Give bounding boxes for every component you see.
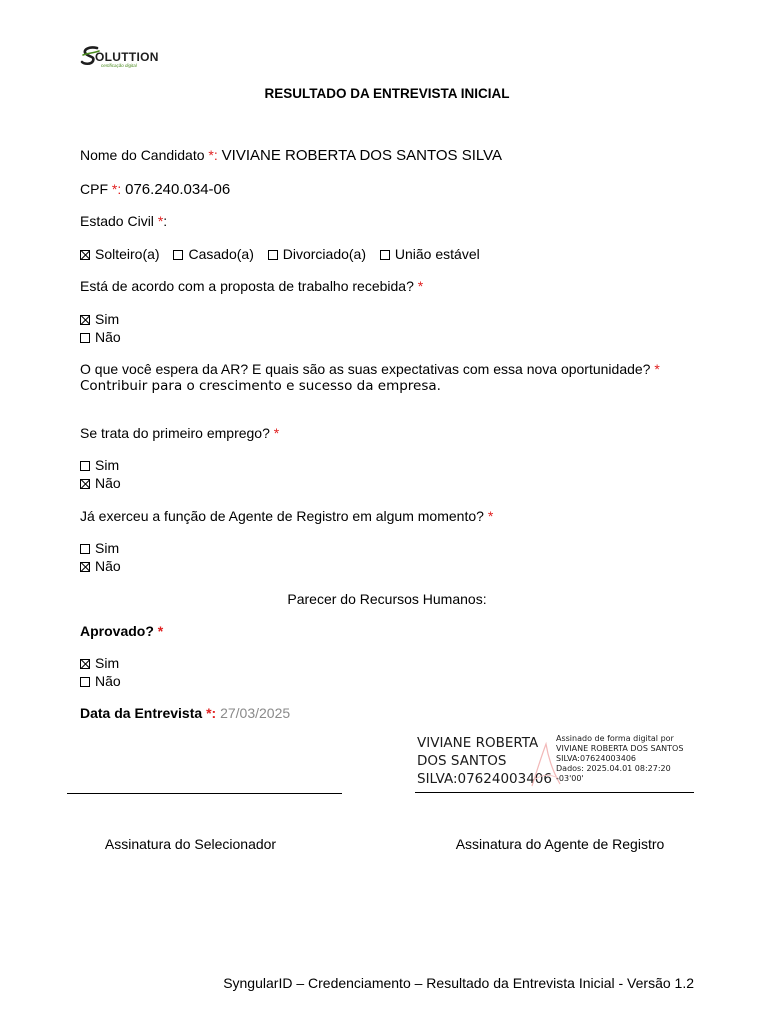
required-mark: * bbox=[206, 705, 212, 721]
selector-signature-line bbox=[67, 793, 342, 794]
label-colon: : bbox=[211, 705, 217, 721]
checkbox-unchecked-icon[interactable] bbox=[268, 250, 278, 260]
first-job-question: Se trata do primeiro emprego? * bbox=[80, 425, 280, 441]
required-mark: * bbox=[487, 508, 494, 524]
previous-agent-question: Já exerceu a função de Agente de Registro em algum momento? * bbox=[80, 508, 494, 524]
digital-signature-details: Assinado de forma digital por VIVIANE ROBERTA DOS SANTOS SILVA:07624003406 Dados: 2025.04.01 08:27:20 -03'00' bbox=[556, 734, 684, 783]
checkbox-checked-icon[interactable] bbox=[80, 250, 90, 260]
agree-proposal-option-sim[interactable]: Sim bbox=[80, 310, 119, 328]
previous-agent-option-nao[interactable]: Não bbox=[80, 557, 121, 575]
civil-status-options bbox=[80, 245, 490, 263]
label-colon: : bbox=[213, 147, 218, 163]
required-mark: * bbox=[208, 147, 214, 163]
checkbox-checked-icon[interactable] bbox=[80, 479, 90, 489]
expectations-question: O que você espera da AR? E quais são as suas expectativas com essa nova oportunidade? * bbox=[80, 361, 660, 377]
approved-option-nao[interactable]: Não bbox=[80, 672, 121, 690]
candidate-name-label: Nome do Candidato bbox=[80, 147, 209, 163]
digital-signature-name: VIVIANE ROBERTA DOS SANTOS SILVA:07624003406 bbox=[417, 735, 552, 787]
expectations-answer: Contribuir para o crescimento e sucesso da empresa. bbox=[80, 378, 441, 394]
candidate-name-value: VIVIANE ROBERTA DOS SANTOS SILVA bbox=[221, 147, 503, 164]
agent-signature-line bbox=[415, 792, 694, 793]
checkbox-unchecked-icon[interactable] bbox=[173, 250, 183, 260]
first-job-option-nao[interactable]: Não bbox=[80, 474, 121, 492]
civil-status-label: Estado Civil bbox=[80, 213, 158, 229]
checkbox-checked-icon[interactable] bbox=[80, 562, 90, 572]
logo-wordmark: OLUTTION bbox=[95, 50, 159, 64]
required-mark: * bbox=[157, 213, 164, 229]
option-solteiro[interactable]: Solteiro(a) bbox=[80, 246, 160, 262]
option-divorciado[interactable]: Divorciado(a) bbox=[268, 246, 366, 262]
agent-signature-label: Assinatura do Agente de Registro bbox=[455, 836, 665, 852]
first-job-option-sim[interactable]: Sim bbox=[80, 456, 119, 474]
required-mark: * bbox=[654, 361, 660, 377]
option-uniao-estavel[interactable]: União estável bbox=[380, 246, 480, 262]
cpf-field bbox=[80, 180, 230, 199]
agree-proposal-question: Está de acordo com a proposta de trabalho recebida? * bbox=[80, 278, 424, 294]
checkbox-unchecked-icon[interactable] bbox=[380, 250, 390, 260]
cpf-value: 076.240.034-06 bbox=[125, 181, 231, 198]
approved-question: Aprovado? * bbox=[80, 623, 164, 639]
logo-subtitle: certificação digital bbox=[101, 63, 137, 68]
cpf-label: CPF bbox=[80, 181, 112, 197]
checkbox-checked-icon[interactable] bbox=[80, 315, 90, 325]
interview-date-label: Data da Entrevista bbox=[80, 705, 207, 721]
approved-option-sim[interactable]: Sim bbox=[80, 654, 119, 672]
required-mark: * bbox=[417, 278, 424, 294]
label-colon: : bbox=[117, 181, 122, 197]
required-mark: * bbox=[111, 181, 118, 197]
required-mark: * bbox=[157, 623, 164, 639]
checkbox-unchecked-icon[interactable] bbox=[80, 677, 90, 687]
label-colon: : bbox=[163, 213, 168, 229]
candidate-name-field bbox=[80, 146, 502, 165]
civil-status-label-row bbox=[80, 212, 167, 230]
option-casado[interactable]: Casado(a) bbox=[173, 246, 253, 262]
selector-signature-label: Assinatura do Selecionador bbox=[104, 836, 277, 852]
checkbox-unchecked-icon[interactable] bbox=[80, 544, 90, 554]
interview-date-field bbox=[80, 704, 290, 722]
hr-section-title: Parecer do Recursos Humanos: bbox=[287, 591, 487, 607]
company-logo bbox=[80, 44, 160, 68]
interview-date-value: 27/03/2025 bbox=[220, 705, 291, 721]
document-title: RESULTADO DA ENTREVISTA INICIAL bbox=[264, 86, 510, 101]
checkbox-checked-icon[interactable] bbox=[80, 659, 90, 669]
agree-proposal-option-nao[interactable]: Não bbox=[80, 328, 121, 346]
required-mark: * bbox=[273, 425, 280, 441]
previous-agent-option-sim[interactable]: Sim bbox=[80, 539, 119, 557]
checkbox-unchecked-icon[interactable] bbox=[80, 461, 90, 471]
document-footer: SyngularID – Credenciamento – Resultado da Entrevista Inicial - Versão 1.2 bbox=[223, 975, 694, 991]
checkbox-unchecked-icon[interactable] bbox=[80, 333, 90, 343]
